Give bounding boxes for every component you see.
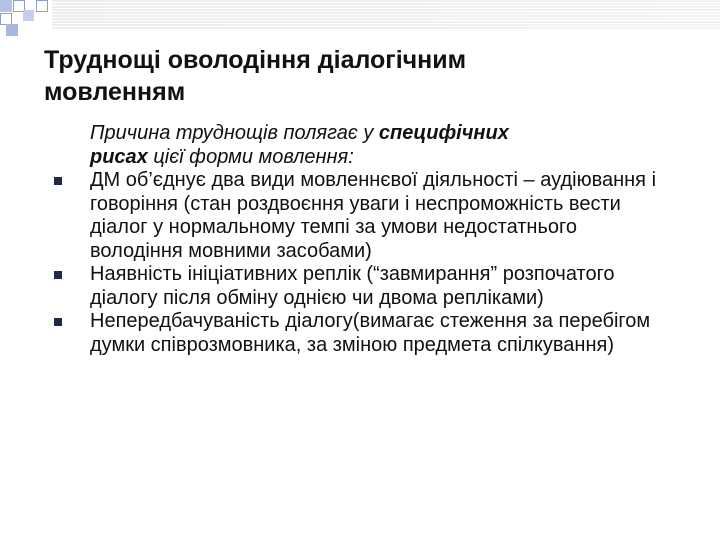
intro-emphasis: специфічних xyxy=(378,122,509,144)
bullet-text: Наявність ініціативних реплік (“завмирання” розпочатого діалогу після обміну однією чи двома репліками) xyxy=(90,263,615,309)
bullet-item xyxy=(54,310,674,357)
intro-text: цієї форми мовлення: xyxy=(147,145,354,168)
square-bullet-icon xyxy=(54,318,62,326)
square-bullet-icon xyxy=(54,271,62,279)
slide-body xyxy=(54,122,674,357)
intro-text: Причина труднощів полягає у xyxy=(90,122,379,144)
intro-paragraph xyxy=(54,122,674,169)
bullet-text: Непередбачуваність діалогу(вимагає стеження за перебігом думки співрозмовника, за зміною предмета спілкування) xyxy=(90,310,651,356)
intro-emphasis: рисах xyxy=(90,145,148,168)
bullet-item xyxy=(54,263,674,310)
slide-title xyxy=(44,44,684,108)
decor-square xyxy=(23,10,34,21)
slide-title-line: мовленням xyxy=(44,78,186,106)
slide-title-line: Труднощі оволодіння діалогічним xyxy=(44,46,467,74)
square-bullet-icon xyxy=(54,177,62,185)
decor-square xyxy=(0,0,12,12)
bullet-item xyxy=(54,169,674,263)
bullet-text: ДМ об’єднує два види мовленнєвої діяльності – аудіювання і говоріння (стан роздвоєння уваги і неспроможність вести діалог у нормальному темпі за умови недостатнього володіння мовними засобами) xyxy=(90,169,657,262)
decor-square xyxy=(36,0,48,12)
decor-square xyxy=(6,24,18,36)
decor-top-band-overlay xyxy=(52,0,720,30)
